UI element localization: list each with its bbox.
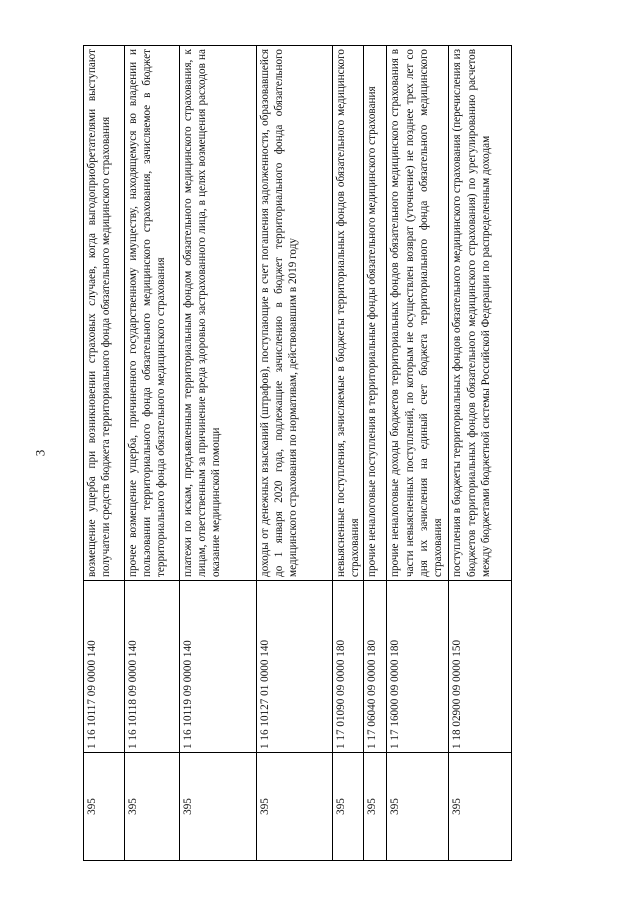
table-row: [333, 46, 364, 861]
admin-code-cell: 395: [449, 753, 512, 861]
table-row: [449, 46, 512, 861]
budget-code-cell: 1 16 10119 09 0000 140: [180, 581, 257, 753]
table-row: [84, 46, 125, 861]
budget-code-cell: 1 18 02900 09 0000 150: [449, 581, 512, 753]
table-row: [257, 46, 333, 861]
budget-code-cell: 1 16 10127 01 0000 140: [257, 581, 333, 753]
table-row: [364, 46, 387, 861]
description-cell: невыясненные поступления, зачисляемые в бюджеты территориальных фондов обязательного медицинского страхования: [333, 46, 364, 581]
admin-code-cell: 395: [364, 753, 387, 861]
admin-code-cell: 395: [84, 753, 125, 861]
description-cell: поступления в бюджеты территориальных фондов обязательного медицинского страхования (перечисления из бюджетов территориальных фондов обязательного медицинского страхования) по урегулированию расчетов между бюджетами бюджетной системы Российской Федерации по распределенным доходам: [449, 46, 512, 581]
budget-code-cell: 1 16 10117 09 0000 140: [84, 581, 125, 753]
admin-code-cell: 395: [333, 753, 364, 861]
budget-code-cell: 1 17 16000 09 0000 180: [387, 581, 449, 753]
admin-code-cell: 395: [257, 753, 333, 861]
table-stage: [83, 46, 548, 861]
table-row: [387, 46, 449, 861]
description-cell: прочие неналоговые поступления в территориальные фонды обязательного медицинского страхования: [364, 46, 387, 581]
admin-code-cell: 395: [125, 753, 180, 861]
description-cell: прочие неналоговые доходы бюджетов территориальных фондов обязательного медицинского страхования в части невыясненных поступлений, по которым не осуществлен возврат (уточнение) не позднее трех лет со дня их зачисления на единый счет бюджета территориального фонда обязательного медицинского страхования: [387, 46, 449, 581]
page-number: 3: [32, 449, 48, 457]
budget-code-cell: 1 16 10118 09 0000 140: [125, 581, 180, 753]
description-cell: платежи по искам, предъявленным территориальным фондом обязательного медицинского страхования, к лицам, ответственным за причинение вреда здоровью застрахованного лица, в целях возмещения расходов на оказание медицинской помощи: [180, 46, 257, 581]
budget-code-cell: 1 17 06040 09 0000 180: [364, 581, 387, 753]
table-row: [125, 46, 180, 861]
admin-code-cell: 395: [387, 753, 449, 861]
description-cell: возмещение ущерба при возникновении страховых случаев, когда выгодоприобретателями выступают получатели средств бюджета территориального фонда обязательного медицинского страхования: [84, 46, 125, 581]
description-cell: доходы от денежных взысканий (штрафов), поступающие в счет погашения задолженности, образовавшейся до 1 января 2020 года, подлежащие зачислению в бюджет территориального фонда обязательного медицинского страхования по нормативам, действовавшим в 2019 году: [257, 46, 333, 581]
rotated-table-wrapper: [83, 46, 548, 861]
budget-code-cell: 1 17 01090 09 0000 180: [333, 581, 364, 753]
table-row: [180, 46, 257, 861]
description-cell: прочее возмещение ущерба, причиненного государственному имуществу, находящемуся во владении и пользовании территориального фонда обязательного медицинского страхования, зачисляемое в бюджет территориального фонда обязательного медицинского страхования: [125, 46, 180, 581]
budget-codes-table: [83, 45, 512, 861]
admin-code-cell: 395: [180, 753, 257, 861]
